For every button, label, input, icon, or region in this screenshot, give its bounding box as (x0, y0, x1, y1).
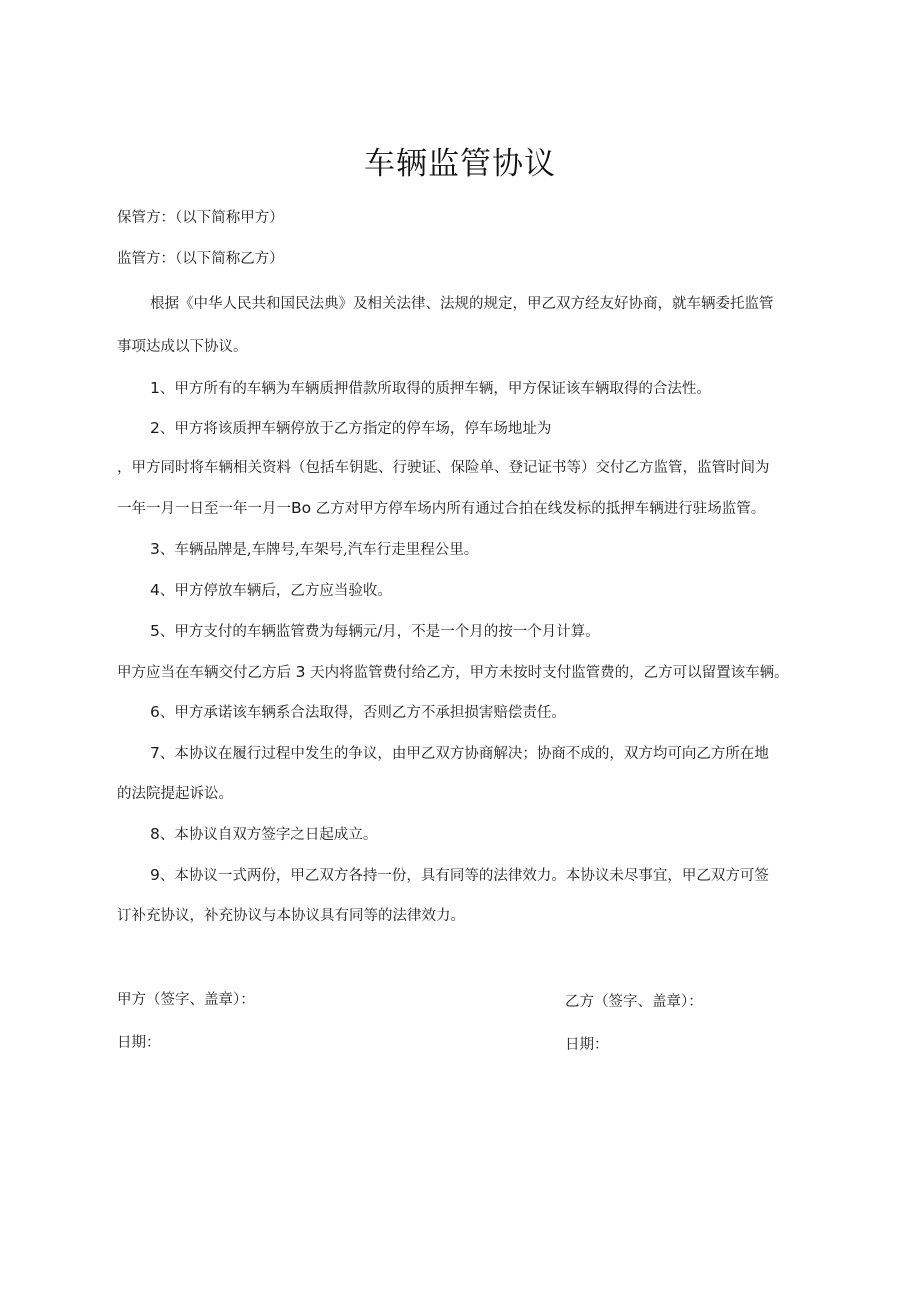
payment-text-a: 甲方应当在车辆交付乙方后 (117, 665, 291, 681)
payment-text-b: 天内将监管费付给乙方，甲方未按时支付监管费的，乙方可以留置该车辆。 (310, 665, 789, 681)
clause-number: 1 (150, 379, 160, 397)
custodian-line: 保管方：（以下简称甲方） (117, 210, 284, 226)
clause-text: 、车辆品牌是,车牌号,车架号,汽车行走里程公里。 (159, 542, 479, 558)
clause-number: 9 (150, 866, 160, 884)
party-b-date-label: 日期： (565, 1037, 609, 1053)
clause-text: 、甲方将该质押车辆停放于乙方指定的停车场，停车场地址为 (159, 421, 552, 437)
clause-text: 、甲方停放车辆后，乙方应当验收。 (159, 583, 392, 599)
supervision-text: 乙方对甲方停车场内所有通过合拍在线发标的抵押车辆进行驻场监管。 (315, 501, 766, 517)
clause-number: 8 (150, 825, 160, 843)
clause-number: 3 (150, 540, 160, 558)
clause-4 (150, 580, 392, 601)
payment-days: 3 (295, 663, 306, 681)
party-a-signature-label: 甲方（签字、盖章）： (117, 992, 255, 1008)
clause-text: 、本协议自双方签字之日起成立。 (159, 827, 378, 843)
clause-number: 5 (150, 622, 160, 640)
party-b-signature-label: 乙方（签字、盖章）： (565, 994, 703, 1010)
clause-number: 7 (150, 744, 160, 762)
intro-paragraph-line-2: 事项达成以下协议。 (117, 339, 248, 355)
clause-9-continuation: 订补充协议，补充协议与本协议具有同等的法律效力。 (117, 908, 465, 924)
clause-2-continuation-2 (117, 498, 765, 519)
supervisor-line: 监管方：（以下简称乙方） (117, 251, 284, 267)
clause-5 (150, 621, 600, 642)
party-a-date-label: 日期： (117, 1035, 161, 1051)
intro-paragraph-line-1: 根据《中华人民共和国民法典》及相关法律、法规的规定，甲乙双方经友好协商，就车辆委托监管 (150, 296, 774, 312)
clause-text: 、本协议一式两份，甲乙双方各持一份，具有同等的法律效力。本协议未尽事宜，甲乙双方可签 (159, 868, 769, 884)
clause-1 (150, 378, 711, 399)
clause-5-continuation (117, 662, 789, 683)
clause-3 (150, 539, 478, 560)
document-title: 车辆监管协议 (364, 146, 556, 182)
clause-6 (150, 702, 566, 723)
clause-2-continuation-1: ，甲方同时将车辆相关资料（包括车钥匙、行驶证、保险单、登记证书等）交付乙方监管，监管时间为 (117, 460, 770, 476)
clause-number: 4 (150, 581, 160, 599)
clause-8 (150, 824, 377, 845)
clause-text: 、甲方所有的车辆为车辆质押借款所取得的质押车辆，甲方保证该车辆取得的合法性。 (159, 381, 711, 397)
period-text: 一年一月一日至一年一月一 (117, 501, 291, 517)
clause-2 (150, 418, 551, 439)
clause-text: 、甲方支付的车辆监管费为每辆元/月，不是一个月的按一个月计算。 (159, 624, 600, 640)
clause-text: 、甲方承诺该车辆系合法取得，否则乙方不承担损害赔偿责任。 (159, 705, 566, 721)
clause-9 (150, 865, 769, 886)
period-suffix: Bo (291, 499, 312, 517)
clause-number: 2 (150, 419, 160, 437)
clause-7 (150, 743, 769, 764)
clause-7-continuation: 的法院提起诉讼。 (117, 786, 233, 802)
clause-text: 、本协议在履行过程中发生的争议，由甲乙双方协商解决；协商不成的，双方均可向乙方所在地 (159, 746, 769, 762)
clause-number: 6 (150, 703, 160, 721)
